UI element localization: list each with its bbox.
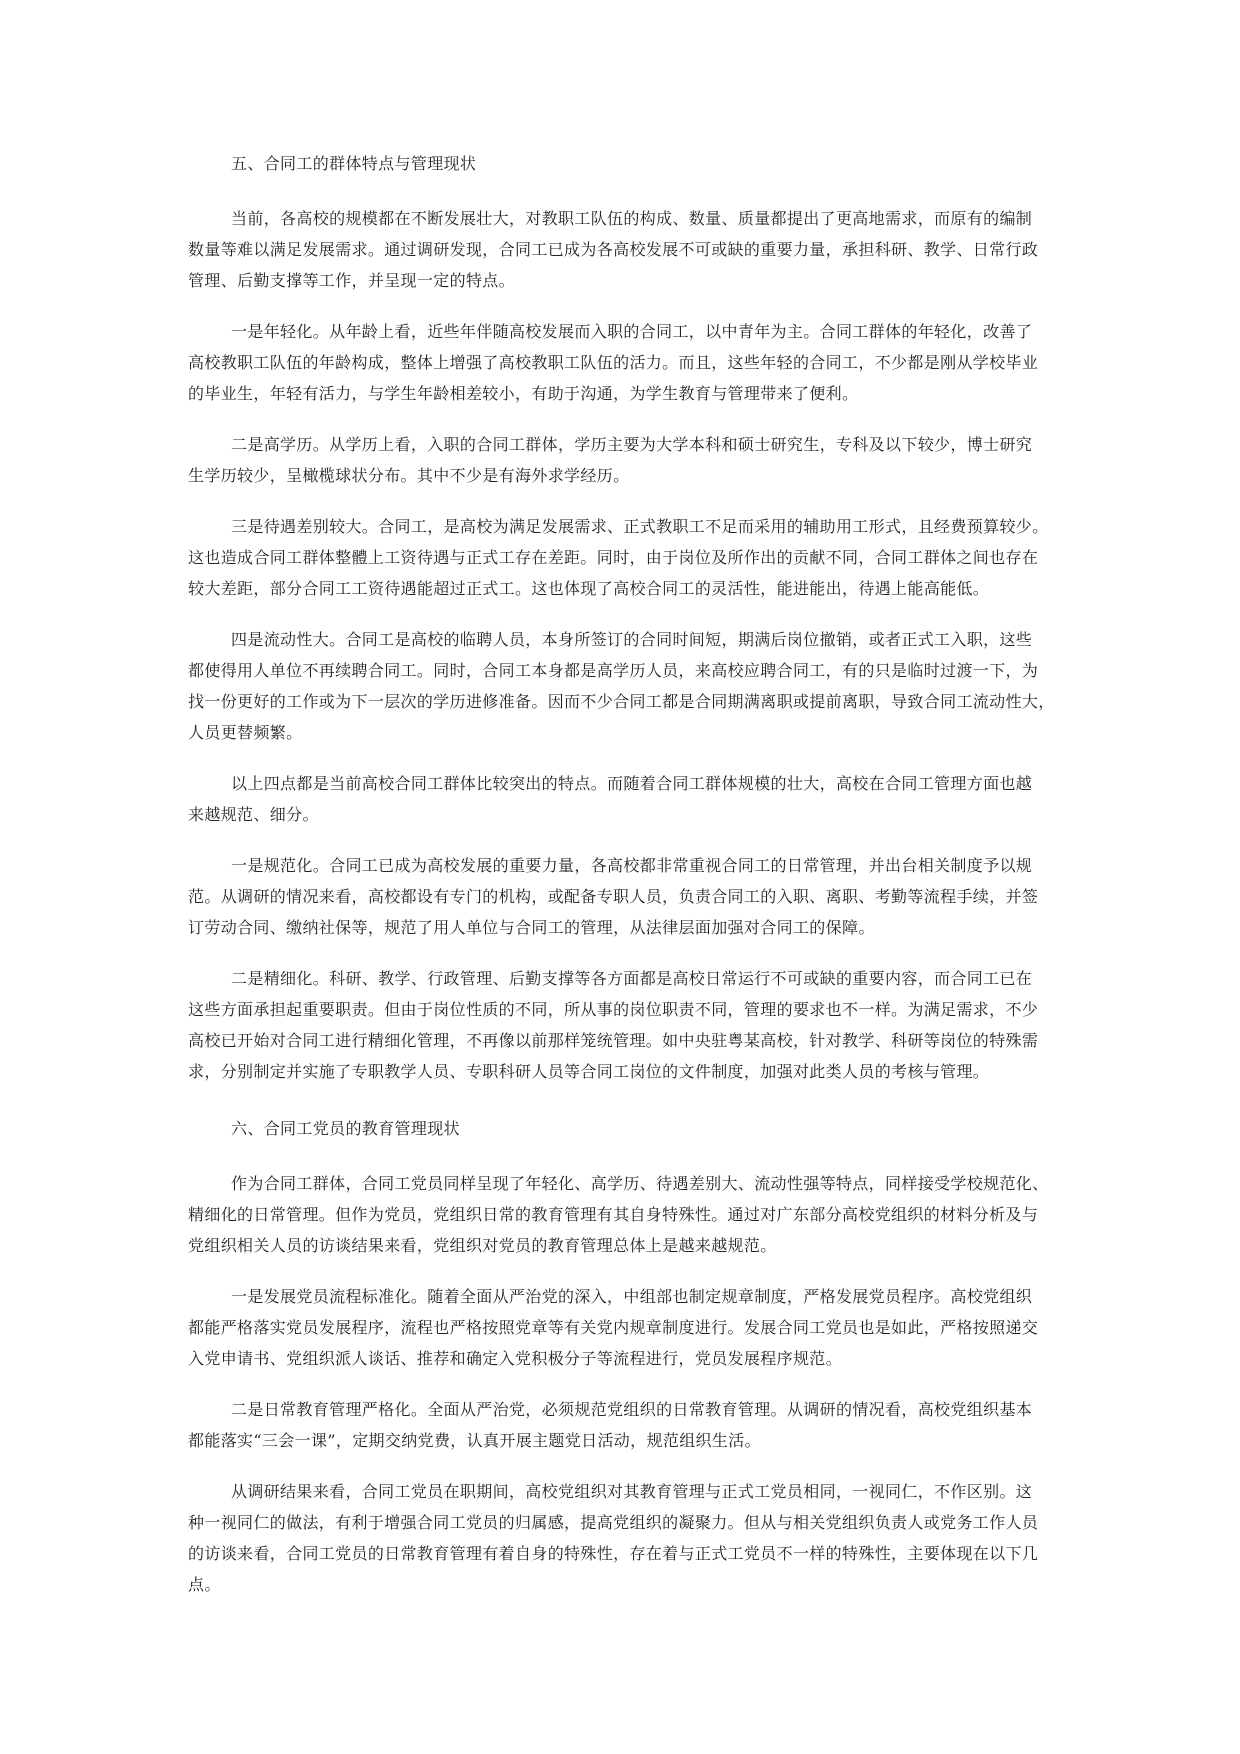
text-line: 五、合同工的群体特点与管理现状 [231,154,477,173]
text-line: 高校教职工队伍的年龄构成，整体上增强了高校教职工队伍的活力。而且，这些年轻的合同工，不少都是刚从学校毕业 [188,353,1039,372]
text-line: 这些方面承担起重要职责。但由于岗位性质的不同，所从事的岗位职责不同，管理的要求也不一样。为满足需求，不少 [188,1000,1039,1019]
text-line: 六、合同工党员的教育管理现状 [231,1119,460,1138]
text-line: 范。从调研的情况来看，高校都设有专门的机构，或配备专职人员，负责合同工的入职、离职、考勤等流程手续，并签 [188,887,1039,906]
text-line: 点。 [188,1575,221,1594]
text-line: 四是流动性大。合同工是高校的临聘人员，本身所签订的合同时间短，期满后岗位撤销，或者正式工入职，这些 [231,630,1033,649]
text-line: 作为合同工群体，合同工党员同样呈现了年轻化、高学历、待遇差别大、流动性强等特点，同样接受学校规范化、 [231,1174,1049,1193]
text-line: 数量等难以满足发展需求。通过调研发现，合同工已成为各高校发展不可或缺的重要力量，承担科研、教学、日常行政 [188,240,1039,259]
text-line: 人员更替频繁。 [188,723,303,742]
text-line: 种一视同仁的做法，有利于增强合同工党员的归属感，提高党组织的凝聚力。但从与相关党组织负责人或党务工作人员 [188,1513,1039,1532]
text-line: 高校已开始对合同工进行精细化管理，不再像以前那样笼统管理。如中央驻粤某高校，针对教学、科研等岗位的特殊需 [188,1031,1039,1050]
text-line: 都能严格落实党员发展程序，流程也严格按照党章等有关党内规章制度进行。发展合同工党员也是如此，严格按照递交 [188,1318,1039,1337]
text-line: 找一份更好的工作或为下一层次的学历进修准备。因而不少合同工都是合同期满离职或提前离职，导致合同工流动性大， [188,692,1055,711]
text-line: 求，分别制定并实施了专职教学人员、专职科研人员等合同工岗位的文件制度，加强对此类人员的考核与管理。 [188,1062,990,1081]
text-line: 管理、后勤支撑等工作，并呈现一定的特点。 [188,271,516,290]
text-line: 这也造成合同工群体整體上工资待遇与正式工存在差距。同时，由于岗位及所作出的贡献不同，合同工群体之间也存在 [188,548,1039,567]
text-line: 二是高学历。从学历上看，入职的合同工群体，学历主要为大学本科和硕士研究生，专科及以下较少，博士研究 [231,435,1033,454]
text-line: 党组织相关人员的访谈结果来看，党组织对党员的教育管理总体上是越来越规范。 [188,1236,777,1255]
text-line: 都使得用人单位不再续聘合同工。同时，合同工本身都是高学历人员，来高校应聘合同工，有的只是临时过渡一下，为 [188,661,1039,680]
text-line: 都能落实“三会一课”，定期交纳党费，认真开展主题党日活动，规范组织生活。 [188,1431,761,1450]
text-line: 来越规范、细分。 [188,805,319,824]
text-line: 精细化的日常管理。但作为党员，党组织日常的教育管理有其自身特殊性。通过对广东部分高校党组织的材料分析及与 [188,1205,1039,1224]
text-line: 生学历较少，呈橄榄球状分布。其中不少是有海外求学经历。 [188,466,630,485]
text-line: 二是日常教育管理严格化。全面从严治党，必须规范党组织的日常教育管理。从调研的情况看，高校党组织基本 [231,1400,1033,1419]
text-line: 当前，各高校的规模都在不断发展壮大，对教职工队伍的构成、数量、质量都提出了更高地需求，而原有的编制 [231,209,1033,228]
text-line: 一是发展党员流程标准化。随着全面从严治党的深入，中组部也制定规章制度，严格发展党员程序。高校党组织 [231,1287,1033,1306]
text-line: 的毕业生，年轻有活力，与学生年龄相差较小，有助于沟通，为学生教育与管理带来了便利。 [188,384,859,403]
text-line: 一是规范化。合同工已成为高校发展的重要力量，各高校都非常重视合同工的日常管理，并出台相关制度予以规 [231,856,1033,875]
text-line: 较大差距，部分合同工工资待遇能超过正式工。这也体现了高校合同工的灵活性，能进能出，待遇上能高能低。 [188,579,990,598]
text-line: 的访谈来看，合同工党员的日常教育管理有着自身的特殊性，存在着与正式工党员不一样的特殊性，主要体现在以下几 [188,1544,1039,1563]
text-line: 一是年轻化。从年龄上看，近些年伴随高校发展而入职的合同工，以中青年为主。合同工群体的年轻化，改善了 [231,322,1033,341]
text-line: 三是待遇差别较大。合同工，是高校为满足发展需求、正式教职工不足而采用的辅助用工形式，且经费预算较少。 [231,517,1049,536]
text-line: 以上四点都是当前高校合同工群体比较突出的特点。而随着合同工群体规模的壮大，高校在合同工管理方面也越 [231,774,1033,793]
text-line: 入党申请书、党组织派人谈话、推荐和确定入党积极分子等流程进行，党员发展程序规范。 [188,1349,843,1368]
text-line: 从调研结果来看，合同工党员在职期间，高校党组织对其教育管理与正式工党员相同，一视同仁，不作区别。这 [231,1482,1033,1501]
text-line: 二是精细化。科研、教学、行政管理、后勤支撑等各方面都是高校日常运行不可或缺的重要内容，而合同工已在 [231,969,1033,988]
text-line: 订劳动合同、缴纳社保等，规范了用人单位与合同工的管理，从法律层面加强对合同工的保障。 [188,918,875,937]
